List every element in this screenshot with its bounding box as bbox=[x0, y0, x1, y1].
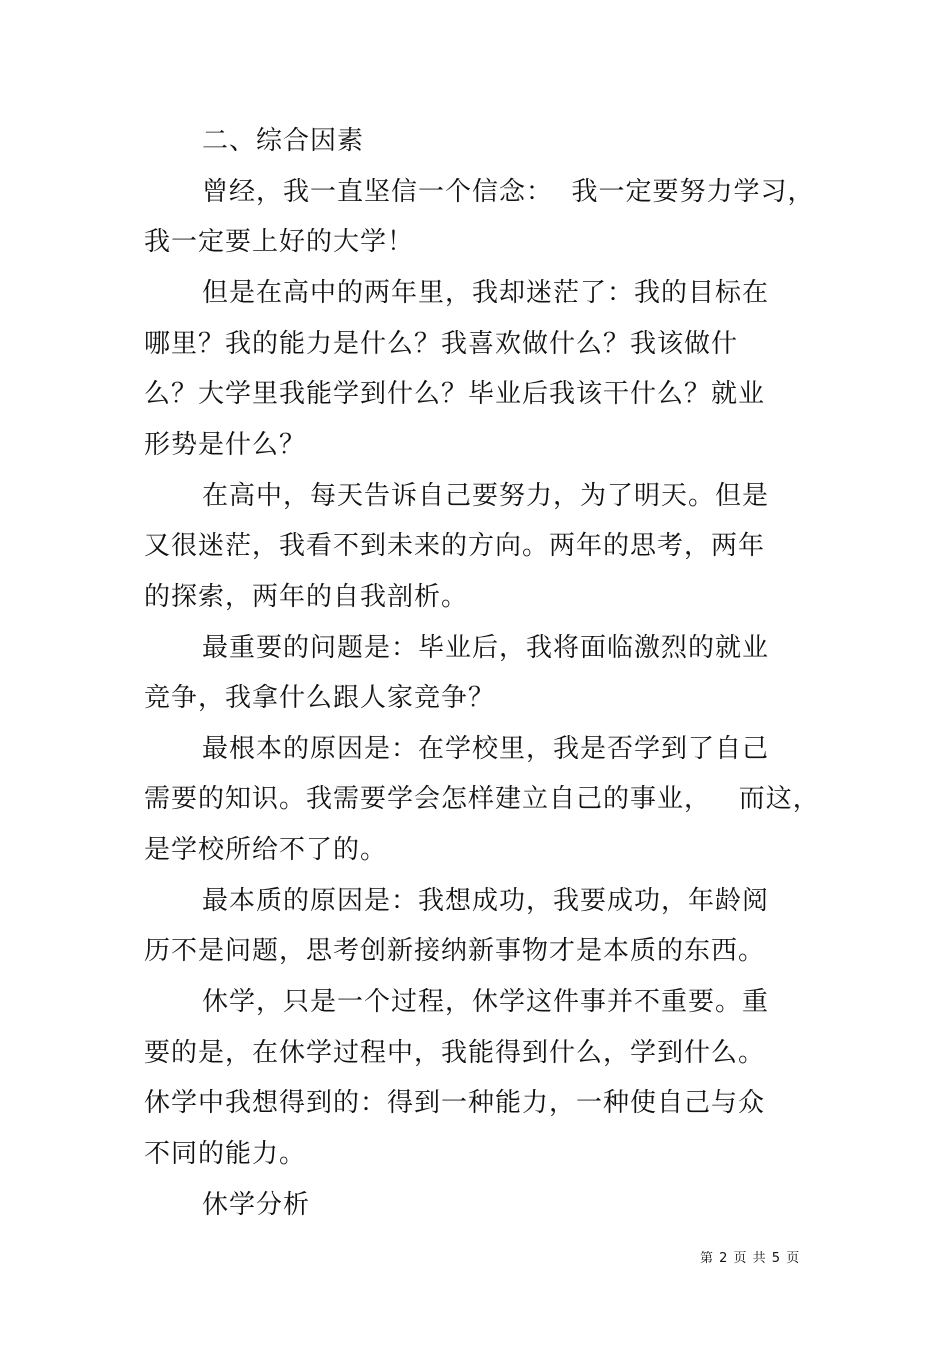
paragraph-line: 要的是，在休学过程中，我能得到什么，学到什么。 bbox=[144, 1038, 766, 1068]
page-number: 第 2 页 共 5 页 bbox=[700, 1251, 801, 1266]
paragraph-line: 我一定要上好的大学！ bbox=[144, 227, 415, 257]
paragraph-line: 休学，只是一个过程，休学这件事并不重要。重 bbox=[202, 987, 770, 1017]
paragraph-line: 么？大学里我能学到什么？毕业后我该干什么？就业 bbox=[144, 379, 766, 409]
paragraph-line: 最重要的问题是：毕业后，我将面临激烈的就业 bbox=[202, 633, 770, 663]
paragraph-line: 在高中，每天告诉自己要努力，为了明天。但是 bbox=[202, 481, 770, 511]
paragraph-line: 曾经，我一直坚信一个信念： 我一定要努力学习， bbox=[202, 177, 815, 207]
paragraph-line: 的探索，两年的自我剖析。 bbox=[144, 582, 469, 612]
paragraph-line: 竞争，我拿什么跟人家竞争？ bbox=[144, 683, 496, 713]
section-heading: 休学分析 bbox=[202, 1190, 311, 1220]
paragraph-line: 哪里？我的能力是什么？我喜欢做什么？我该做什 bbox=[144, 329, 739, 359]
paragraph-line: 形势是什么？ bbox=[144, 430, 307, 460]
paragraph-line: 但是在高中的两年里，我却迷茫了：我的目标在 bbox=[202, 278, 770, 308]
paragraph-line: 最本质的原因是：我想成功，我要成功，年龄阅 bbox=[202, 886, 770, 916]
paragraph-line: 最根本的原因是：在学校里，我是否学到了自己 bbox=[202, 734, 770, 764]
paragraph-line: 历不是问题，思考创新接纳新事物才是本质的东西。 bbox=[144, 936, 766, 966]
paragraph-line: 不同的能力。 bbox=[144, 1139, 307, 1169]
paragraph-line: 是学校所给不了的。 bbox=[144, 835, 388, 865]
paragraph-line: 休学中我想得到的：得到一种能力，一种使自己与众 bbox=[144, 1088, 766, 1118]
paragraph-line: 又很迷茫，我看不到未来的方向。两年的思考，两年 bbox=[144, 531, 766, 561]
paragraph-line: 需要的知识。我需要学会怎样建立自己的事业， 而这， bbox=[144, 784, 820, 814]
section-heading: 二、综合因素 bbox=[202, 126, 365, 156]
